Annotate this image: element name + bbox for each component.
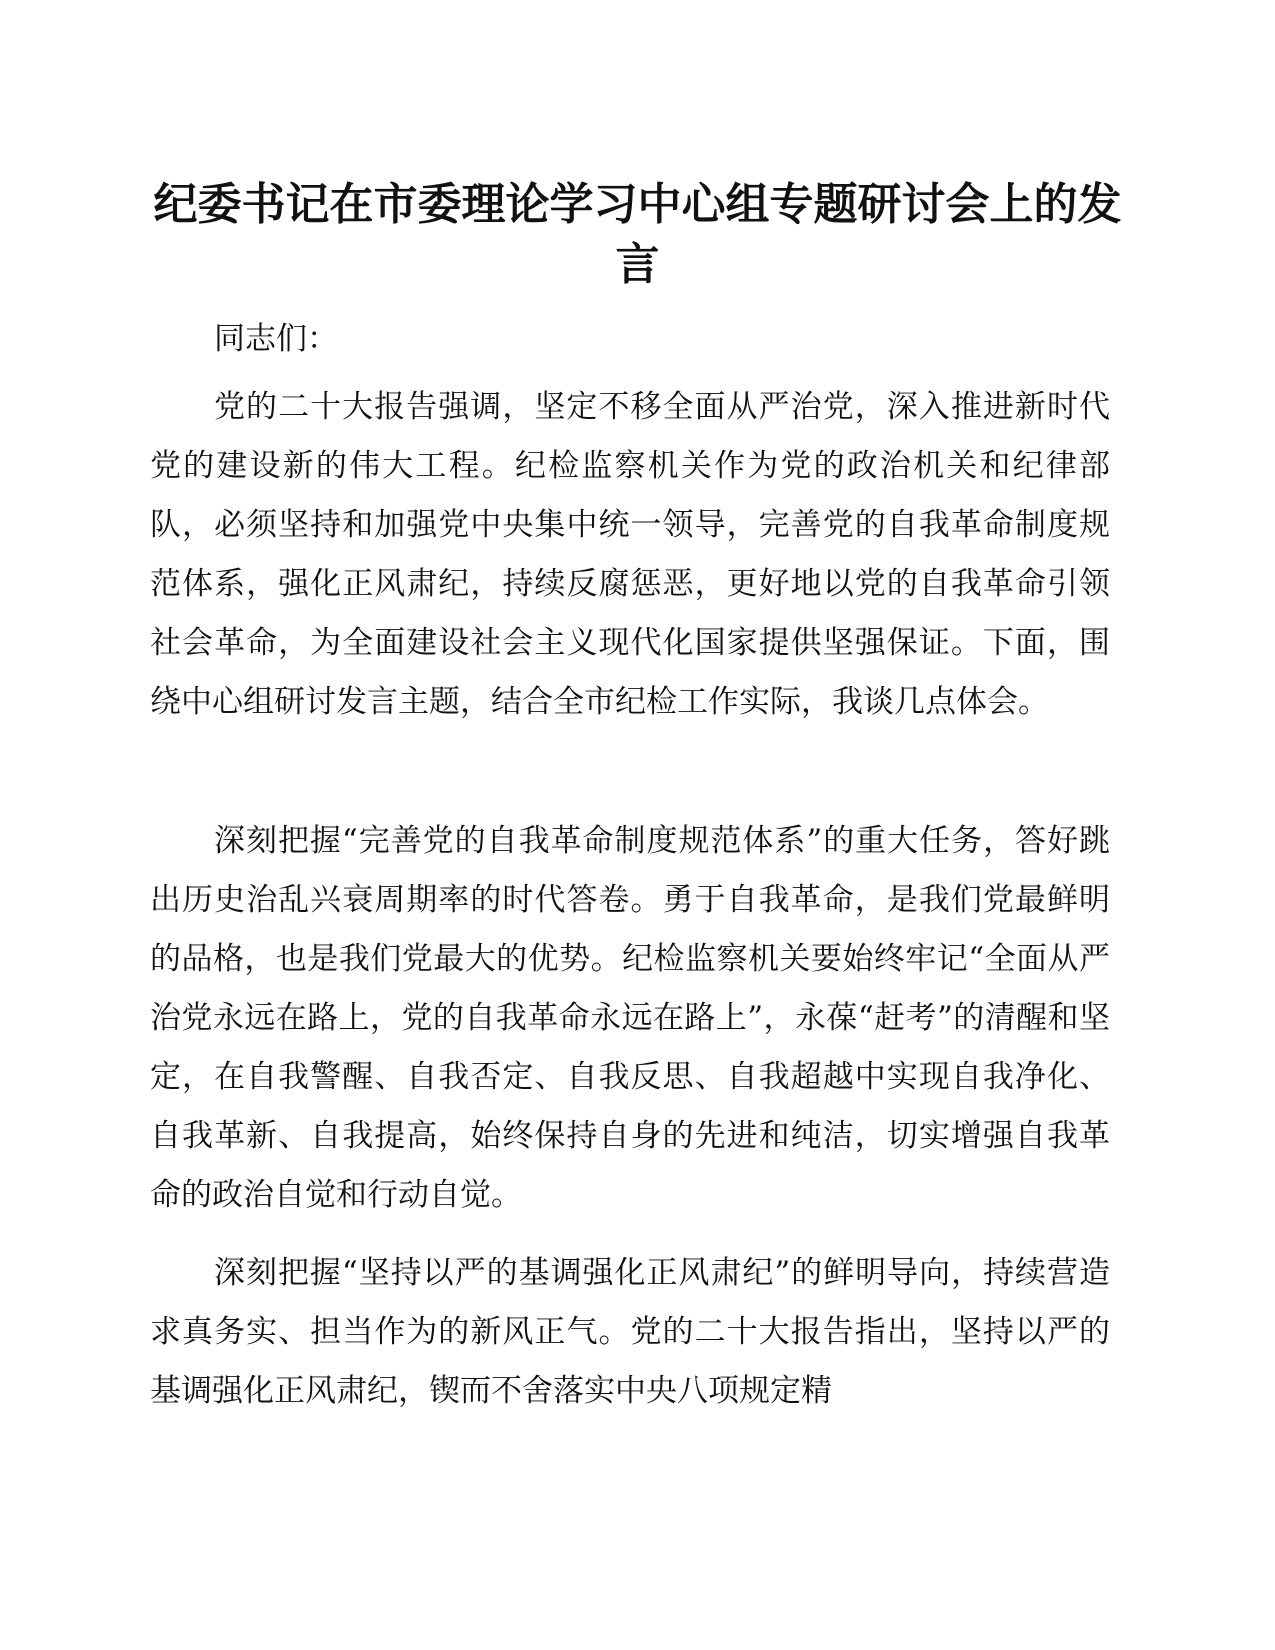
paragraph-1: 党的二十大报告强调，坚定不移全面从严治党，深入推进新时代党的建设新的伟大工程。纪检监察机关作为党的政治机关和纪律部队，必须坚持和加强党中央集中统一领导，完善党的自我革命制度规范体系，强化正风肃纪，持续反腐惩恶，更好地以党的自我革命引领社会革命，为全面建设社会主义现代化国家提供坚强保证。下面，围绕中心组研讨发言主题，结合全市纪检工作实际，我谈几点体会。 <box>150 389 1110 720</box>
paragraph-3: 深刻把握“坚持以严的基调强化正风肃纪”的鲜明导向，持续营造求真务实、担当作为的新风正气。党的二十大报告指出，坚持以严的基调强化正风肃纪，锲而不舍落实中央八项规定精 <box>150 1255 1110 1409</box>
salutation: 同志们： <box>214 321 338 357</box>
document-title: 纪委书记在市委理论学习中心组专题研讨会上的发言 <box>153 179 1122 290</box>
paragraph-2: 深刻把握“完善党的自我革命制度规范体系”的重大任务，答好跳出历史治乱兴衰周期率的时代答卷。勇于自我革命，是我们党最鲜明的品格，也是我们党最大的优势。纪检监察机关要始终牢记“全面从严治党永远在路上，党的自我革命永远在路上”，永葆“赶考”的清醒和坚定，在自我警醒、自我否定、自我反思、自我超越中实现自我净化、自我革新、自我提高，始终保持自身的先进和纯洁，切实增强自我革命的政治自觉和行动自觉。 <box>150 823 1110 1213</box>
